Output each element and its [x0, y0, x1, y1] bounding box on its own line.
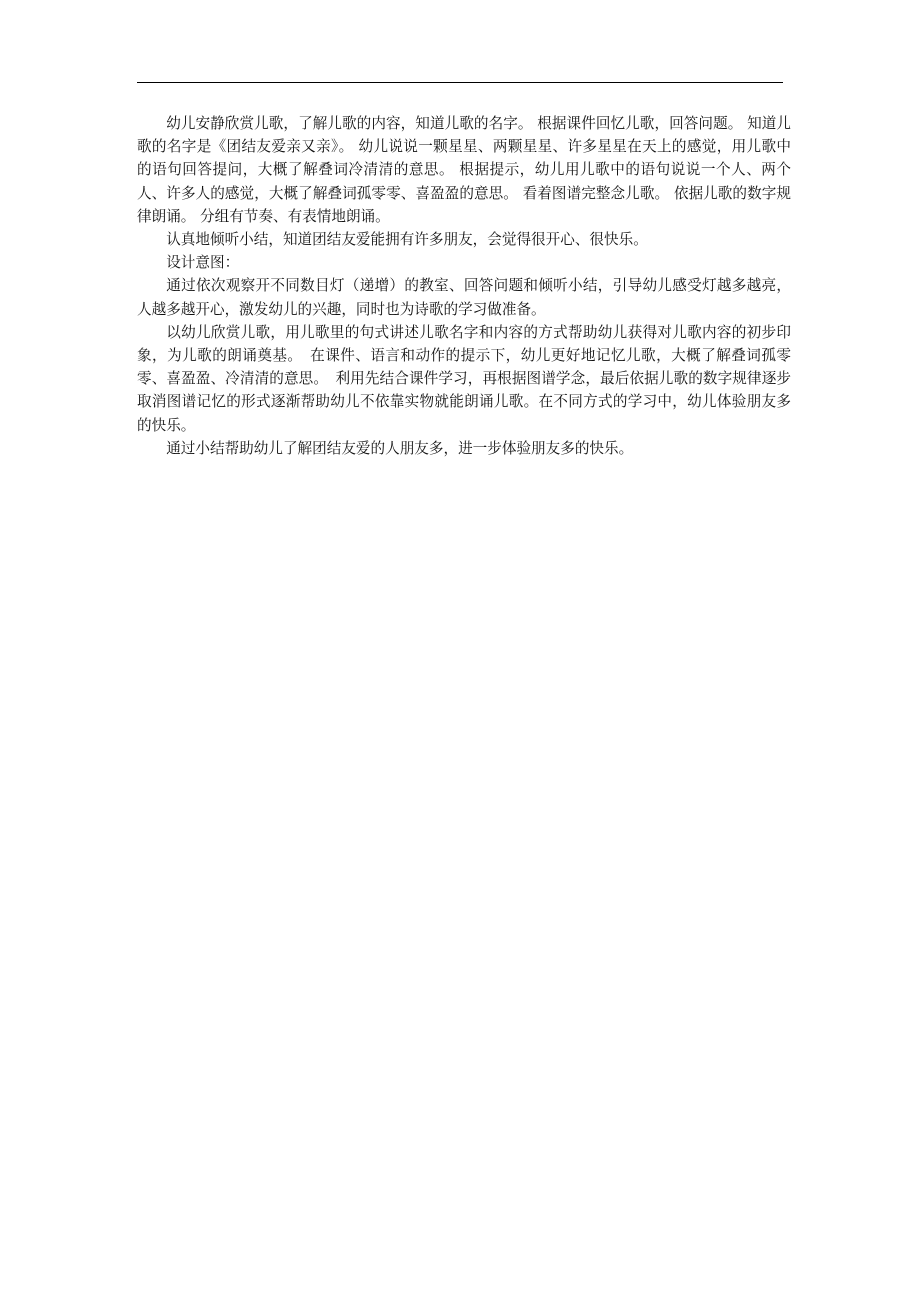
paragraph: 通过依次观察开不同数目灯（递增）的教室、回答问题和倾听小结，引导幼儿感受灯越多越亮，人越多越开心，激发幼儿的兴趣，同时也为诗歌的学习做准备。 [137, 277, 791, 318]
section-heading: 设计意图： [166, 254, 240, 272]
document-body [137, 112, 791, 460]
header-rule [137, 82, 783, 83]
paragraph: 通过小结帮助幼儿了解团结友爱的人朋友多，进一步体验朋友多的快乐。 [166, 439, 634, 457]
paragraph: 以幼儿欣赏儿歌，用儿歌里的句式讲述儿歌名字和内容的方式帮助幼儿获得对儿歌内容的初步印象，为儿歌的朗诵奠基。 在课件、语言和动作的提示下，幼儿更好地记忆儿歌，大概了解叠词孤零零、喜盈盈、冷清清的意思。 利用先结合课件学习，再根据图谱学念，最后依据儿歌的数字规律逐步取消图谱记忆的形式逐渐帮助幼儿不依靠实物就能朗诵儿歌。在不同方式的学习中，幼儿体验朋友多的快乐。 [137, 323, 791, 434]
paragraph: 幼儿安静欣赏儿歌，了解儿歌的内容，知道儿歌的名字。 根据课件回忆儿歌，回答问题。 知道儿歌的名字是《团结友爱亲又亲》。 幼儿说说一颗星星、两颗星星、许多星星在天上的感觉，用儿歌中的语句回答提问，大概了解叠词冷清清的意思。 根据提示，幼儿用儿歌中的语句说说一个人、两个人、许多人的感觉，大概了解叠词孤零零、喜盈盈的意思。 看着图谱完整念儿歌。 依据儿歌的数字规律朗诵。 分组有节奏、有表情地朗诵。 [137, 115, 791, 225]
paragraph: 认真地倾听小结，知道团结友爱能拥有许多朋友，会觉得很开心、很快乐。 [166, 231, 648, 249]
